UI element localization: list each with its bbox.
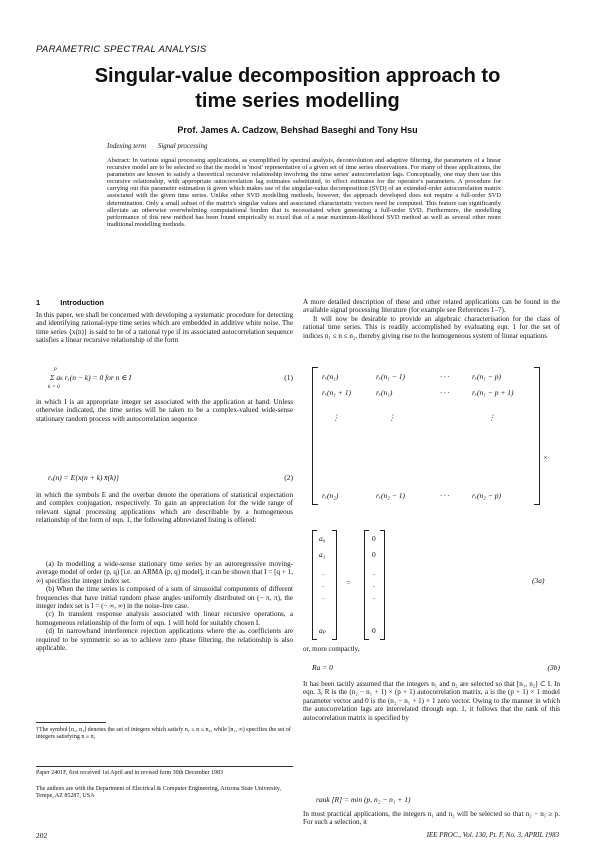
eq2-number: (2): [284, 473, 293, 482]
list-item-c: (c) In transient response analysis associated with linear recursive operations, a homogeneous relationship of the form of eqn. 1 will hold for suitably chosen I.: [36, 610, 293, 627]
vector-entry: ·: [322, 594, 324, 603]
equation-2: [48, 473, 293, 485]
section-label: PARAMETRIC SPECTRAL ANALYSIS: [36, 44, 207, 55]
vector-entry: ·: [322, 582, 324, 591]
application-list: [36, 560, 293, 652]
right-paragraph-3: [303, 680, 560, 722]
indexing-terms: [107, 142, 218, 150]
eq1-body: Σ aₖ rₓ(n − k) = 0 for n ∈ I: [50, 373, 132, 382]
vector-entry: 0: [372, 534, 376, 543]
equals-sign: =: [346, 578, 352, 587]
list-item-b: (b) When the time series is composed of a sum of sinusoidal components of different frequencies that have initial random phase angles uniformly distributed on (− π, π), the integer index set is I = (− ∞, ∞) in the noise-free case.: [36, 585, 293, 611]
matrix-cell: rₓ(n₁): [322, 372, 339, 381]
matrix-cell: rₓ(n₂ − p): [472, 491, 501, 500]
matrix-cell: · · ·: [440, 491, 450, 500]
page-number: 202: [36, 831, 48, 840]
intro-paragraph-2-text: in which I is an appropriate integer set associated with the application at hand. Unless otherwise indicated, the time series will be taken to be a complex-valued wide-sense stationary random process with autocorrelation sequence: [36, 398, 293, 423]
matrix-vdots: ⋮: [332, 413, 340, 422]
matrix-vdots: ⋮: [388, 413, 396, 422]
left-column: [36, 311, 293, 345]
zvec-right-bracket: [380, 530, 385, 640]
matrix-cell: rₓ(n₂ − 1): [376, 491, 405, 500]
vector-entry: 0: [372, 626, 376, 635]
matrix-cell: rₓ(n₁ + 1): [322, 388, 351, 397]
matrix-vdots: ⋮: [488, 413, 496, 422]
footnote: †The symbol [n₁, n₂] denotes the set of integers which satisfy n₁ ≤ n ≤ n₂, while [n₁, ∞) specifies the set of integers satisfying n ≥ n₁: [36, 727, 291, 740]
matrix-left-bracket: [312, 367, 318, 505]
equation-1: [48, 366, 293, 392]
journal-citation: IEE PROC., Vol. 130, Pt. F, No. 3, APRIL 1983: [426, 831, 559, 839]
eq3b-body: Ra = 0: [312, 663, 333, 672]
authors: Prof. James A. Cadzow, Behshad Baseghi and Tony Hsu: [177, 125, 418, 135]
paper-title: [36, 64, 559, 114]
right-column: [303, 298, 560, 340]
rank-equation: rank [R] = min (p, n₂ − n₁ + 1): [316, 795, 411, 804]
section-number: 1: [36, 298, 41, 307]
vector-entry: ·: [322, 570, 324, 579]
intro-paragraph-2: [36, 398, 293, 423]
intro-heading: [36, 298, 104, 307]
right-paragraph-2: It will now be desirable to provide an algebraic characterisation for the class of rational time series. This is readily accomplished by evaluating eqn. 1 for the set of indices n₁ ≤ n ≤ n₂, thereby giving rise to the homogeneous system of linear equations: [303, 314, 560, 340]
title-line-2: time series modelling: [195, 90, 400, 112]
list-item-a: (a) In modelling a wide-sense stationary time series by an autoregressive moving-average model of order (p, q) [i.e. an ARMA (p, q) model], it can be shown that I = [q + 1, ∞) specifies the integer index set.: [36, 560, 293, 585]
multiply-sign: ×: [543, 453, 549, 462]
matrix-cell: rₓ(n₁ − p): [472, 372, 501, 381]
equation-3b: [312, 663, 560, 675]
matrix-cell: · · ·: [440, 388, 450, 397]
paper-note-rule: [36, 766, 293, 767]
zvec-left-bracket: [364, 530, 369, 640]
footnote-rule: [36, 722, 106, 723]
section-title: Introduction: [60, 298, 105, 307]
intro-paragraph-1: In this paper, we shall be concerned with developing a systematic procedure for detecting and identifying rational-type time series which are embedded in additive white noise. The time series {x(n)} is said to be of a rational type if its associated autocorrelation sequence satisfies a linear recursive relationship of the form: [36, 311, 293, 345]
avec-right-bracket: [332, 530, 337, 640]
matrix-cell: rₓ(n₁): [376, 388, 393, 397]
affiliation-note: The authors are with the Department of Electrical & Computer Engineering, Arizona State University, Tempe, AZ 85287, USA: [36, 786, 282, 799]
paper-note: Paper 2401F, first received 1st April and in revised form 30th December 1983: [36, 770, 223, 776]
vector-entry: ·: [373, 582, 375, 591]
eq2-body: rₓ(n) = E{x(n + k) x̄(k)}: [48, 473, 119, 482]
right-paragraph-3-text: It has been tacitly assumed that the integers n₁ and n₂ are selected so that [n₁, n₂] ⊂ I. In eqn. 3, R is the (n₂ − n₁ + 1) × (p + 1) autocorrelation matrix, a is the (p + 1) × 1 model parameter vector and 0 is the (n₂ − n₁ + 1) × 1 zero vector. Owing to the manner in which the autocorrelation lags are interrelated through eqn. 1, it follows that the rank of this autocorrelation matrix is specified by: [303, 680, 560, 722]
eq1-upper-limit: p: [54, 366, 57, 372]
intro-paragraph-3: [36, 491, 293, 525]
indexing-value: Signal processing: [157, 142, 208, 150]
eq3b-number: (3b): [547, 663, 560, 672]
right-paragraph-4-text: In most practical applications, the integers n₁ and n₂ will be selected so that n₂ − n₁ ≥ p. For such a selection, it: [303, 810, 560, 827]
right-paragraph-1: A more detailed description of these and other related applications can be found in the available signal processing literature (for example see References 1–7).: [303, 298, 560, 315]
matrix-cell: rₓ(n₁ − p + 1): [472, 388, 514, 397]
matrix-cell: · · ·: [440, 372, 450, 381]
matrix-right-bracket: [534, 367, 540, 505]
vector-entry: aₚ: [319, 626, 326, 635]
intro-paragraph-3-text: in which the symbols E and the overbar denote the operations of statistical expectation and complex conjugation, respectively. To gain an appreciation for the wide range of relevant signal processing applications which are describable by a homogeneous relationship of the form of eqn. 1, the following abbreviated listing is offered:: [36, 491, 293, 525]
vector-entry: ·: [373, 594, 375, 603]
vector-entry: ·: [373, 570, 375, 579]
or-compactly: or, more compactly,: [303, 645, 360, 653]
vector-entry: a₁: [319, 550, 326, 559]
matrix-cell: rₓ(n₁ − 1): [376, 372, 405, 381]
parameter-vector-equation: [312, 530, 562, 640]
abstract: Abstract: In various signal processing applications, as exemplified by spectral analysis, deconvolution and adaptive filtering, the parameters of a linear recursive model are to be selected so that the model is 'most' representative of a given set of time series observations. For many of these applications, the parameters are known to satisfy a theoretical recursive relationship involving the time series' autocorrelation lags. Conceptually, one may then use this recursive relationship, with appropriate autocorrelation lag estimates substituted, to effect estimates for the operator's parameters. A procedure for carrying out this parameter estimation is given which makes use of the singular-value decomposition (SVD) of an extended-order autocorrelation matrix associated with the given time series. Unlike other SVD modelling methods, however, the approach developed does not require a full-order SVD determination. Only a small subset of the matrix's singular values and associated characteristic vectors need be computed. This feature can significantly alleviate an otherwise overwhelming computational burden that is necessitated when generating a full-order SVD. Furthermore, the modelling performance of this new method has been found empirically to excel that of a near maximum-likelihood SVD method as well as several other more traditional modelling methods.: [107, 157, 501, 228]
matrix-cell: rₓ(n₂): [322, 491, 339, 500]
list-item-d: (d) In narrowband interference rejection applications where the aₖ coefficients are required to be symmetric so as to achieve zero phase filtering, the relationship is also applicable.: [36, 627, 293, 653]
indexing-label: Indexing term: [107, 142, 147, 150]
eq1-lower-limit: k = 0: [48, 384, 60, 390]
eq1-number: (1): [284, 373, 293, 382]
right-paragraph-4: [303, 810, 560, 827]
title-line-1: Singular-value decomposition approach to: [94, 65, 501, 87]
avec-left-bracket: [312, 530, 317, 640]
eq3a-number: (3a): [532, 576, 545, 585]
vector-entry: 0: [372, 550, 376, 559]
autocorrelation-matrix: [312, 367, 552, 505]
vector-entry: a₀: [319, 534, 326, 543]
